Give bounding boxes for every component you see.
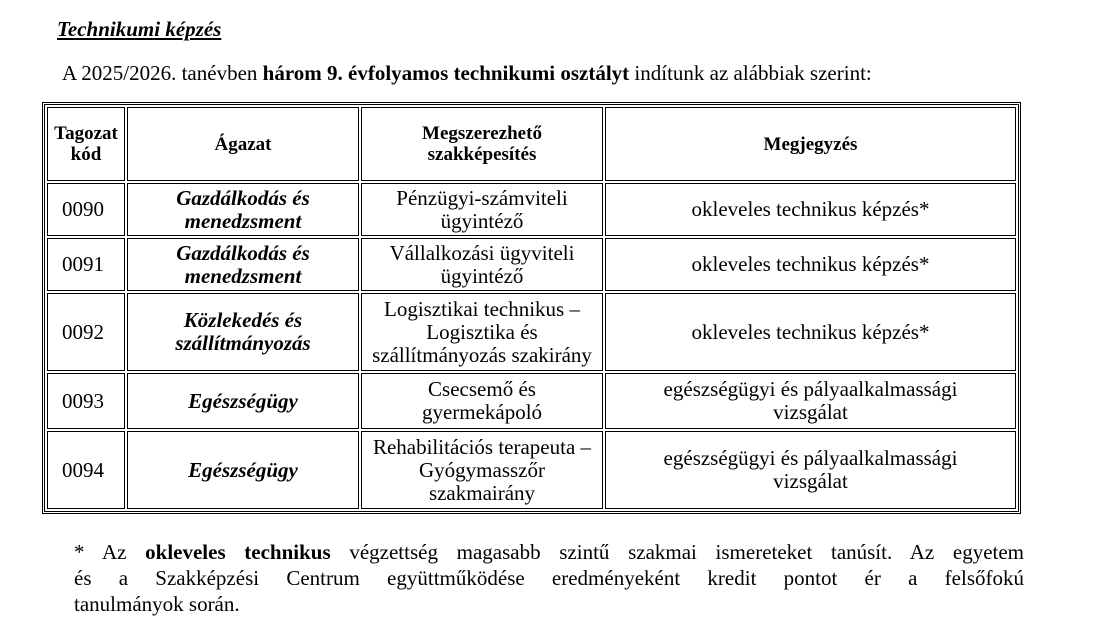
intro-text-bold: három 9. évfolyamos technikumi osztályt — [262, 61, 630, 85]
code-cell: 0091 — [47, 238, 125, 291]
qualification-cell: Rehabilitációs terapeuta – Gyógymasszőr szakmairány — [361, 431, 603, 509]
note-cell: okleveles technikus képzés* — [605, 238, 1016, 291]
branch-cell: Egészségügy — [127, 373, 359, 429]
note-cell: okleveles technikus képzés* — [605, 183, 1016, 236]
footnote-line-2: és a Szakképzési Centrum együttműködése eredményeként kredit pontot ér a felsőfokú — [74, 566, 1024, 590]
intro-text-after: indítunk az alábbiak szerint: — [629, 61, 872, 85]
footnote — [74, 539, 1024, 617]
table-row — [47, 183, 1016, 236]
note-cell: egészségügyi és pályaalkalmassági vizsgálat — [605, 373, 1016, 429]
code-cell: 0090 — [47, 183, 125, 236]
header-branch: Ágazat — [127, 107, 359, 181]
table-row — [47, 238, 1016, 291]
note-cell: egészségügyi és pályaalkalmassági vizsgálat — [605, 431, 1016, 509]
header-note: Megjegyzés — [605, 107, 1016, 181]
intro-paragraph — [62, 61, 872, 86]
header-code: Tagozat kód — [47, 107, 125, 181]
course-table-frame — [42, 102, 1021, 514]
branch-cell: Közlekedés és szállítmányozás — [127, 293, 359, 371]
branch-cell: Egészségügy — [127, 431, 359, 509]
header-row — [47, 107, 1016, 181]
code-cell: 0093 — [47, 373, 125, 429]
branch-cell: Gazdálkodás és menedzsment — [127, 183, 359, 236]
code-cell: 0094 — [47, 431, 125, 509]
table-row — [47, 293, 1016, 371]
footnote-line-1: * Az okleveles technikus végzettség magasabb szintű szakmai ismereteket tanúsít. Az egyetem — [74, 540, 1025, 564]
note-cell: okleveles technikus képzés* — [605, 293, 1016, 371]
intro-text-before: A 2025/2026. tanévben — [62, 61, 263, 85]
branch-cell: Gazdálkodás és menedzsment — [127, 238, 359, 291]
table-row — [47, 373, 1016, 429]
course-table — [45, 105, 1018, 511]
footnote-bold: okleveles technikus — [145, 540, 331, 564]
qualification-cell: Pénzügyi-számviteli ügyintéző — [361, 183, 603, 236]
footnote-line-3: tanulmányok során. — [74, 592, 240, 616]
qualification-cell: Logisztikai technikus – Logisztika és szállítmányozás szakirány — [361, 293, 603, 371]
qualification-cell: Csecsemő és gyermekápoló — [361, 373, 603, 429]
header-qualification: Megszerezhető szakképesítés — [361, 107, 603, 181]
code-cell: 0092 — [47, 293, 125, 371]
section-heading: Technikumi képzés — [57, 17, 222, 41]
table-row — [47, 431, 1016, 509]
qualification-cell: Vállalkozási ügyviteli ügyintéző — [361, 238, 603, 291]
